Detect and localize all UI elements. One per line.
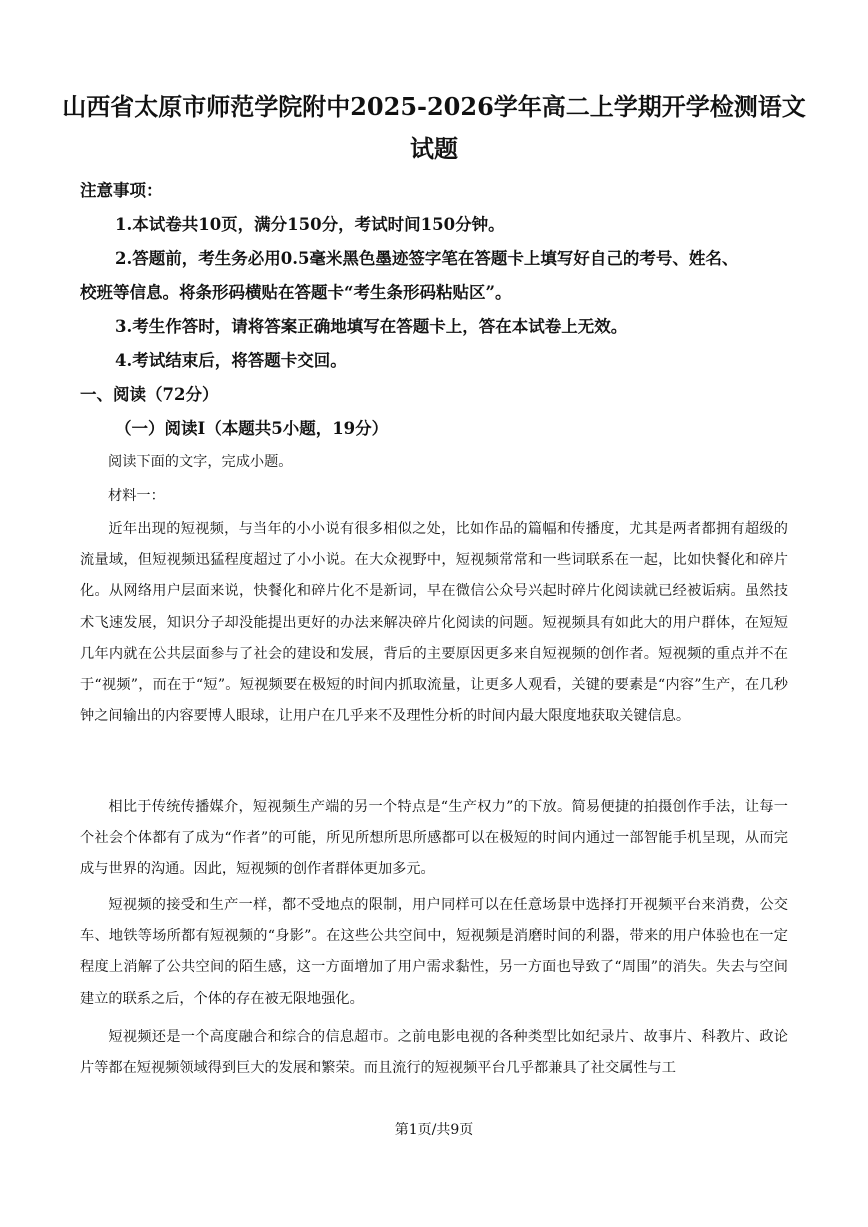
paragraph-1: 近年出现的短视频，与当年的小小说有很多相似之处，比如作品的篇幅和传播度，尤其是两者都拥有超级的流量域，但短视频迅猛程度超过了小小说。在大众视野中，短视频常常和一些词联系在一起，比如快餐化和碎片化。从网络用户层面来说，快餐化和碎片化不是新词，早在微信公众号兴起时碎片化阅读就已经被诟病。虽然技术飞速发展，知识分子却没能提出更好的办法来解决碎片化阅读的问题。短视频具有如此大的用户群体，在短短几年内就在公共层面参与了社会的建设和发展，背后的主要原因更多来自短视频的创作者。短视频的重点并不在于“视频”，而在于“短”。短视频要在极短的时间内抓取流量，让更多人观看，关键的要素是“内容”生产，在几秒钟之间输出的内容要博人眼球，让用户在几乎来不及理性分析的时间内最大限度地获取关键信息。 [80,521,788,725]
page-number-footer: 第1页/共9页 [394,1122,474,1138]
section-subheading: （一）阅读Ⅰ（本题共5小题，19分） [115,419,389,438]
paragraph-4: 短视频还是一个高度融合和综合的信息超市。之前电影电视的各种类型比如纪录片、故事片、科教片、政论片等都在短视频领域得到巨大的发展和繁荣。而且流行的短视频平台几乎都兼具了社交属性与工 [80,1029,788,1077]
notice-item-1: 1.本试卷共10页，满分150分，考试时间150分钟。 [115,215,505,234]
notice-item-3: 3.考生作答时，请将答案正确地填写在答题卡上，答在本试卷上无效。 [115,317,628,336]
paragraph-3: 短视频的接受和生产一样，都不受地点的限制，用户同样可以在任意场景中选择打开视频平台来消费，公交车、地铁等场所都有短视频的“身影”。在这些公共空间中，短视频是消磨时间的利器，带来的用户体验也在一定程度上消解了公共空间的陌生感，这一方面增加了用户需求黏性，另一方面也导致了“周围”的消失。失去与空间建立的联系之后，个体的存在被无限地强化。 [80,897,788,1007]
section-heading: 一、阅读（72分） [80,385,219,404]
notice-item-4: 4.考试结束后，将答题卡交回。 [115,351,347,370]
paragraph-2: 相比于传统传播媒介，短视频生产端的另一个特点是“生产权力”的下放。简易便捷的拍摄创作手法，让每一个社会个体都有了成为“作者”的可能，所见所想所思所感都可以在极短的时间内通过一部智能手机呈现，从而完成与世界的沟通。因此，短视频的创作者群体更加多元。 [80,799,788,878]
document-title: 山西省太原市师范学院附中2025-2026学年高二上学期开学检测语文 [62,92,806,121]
document-title-continued: 试题 [410,134,458,163]
notice-item-2-continued: 校班等信息。将条形码横贴在答题卡“考生条形码粘贴区”。 [80,283,512,302]
material-label: 材料一： [108,488,165,504]
notice-item-2: 2.答题前，考生务必用0.5毫米黑色墨迹签字笔在答题卡上填写好自己的考号、姓名、 [115,249,739,268]
reading-instruction: 阅读下面的文字，完成小题。 [108,454,293,470]
notice-heading: 注意事项： [80,181,163,200]
